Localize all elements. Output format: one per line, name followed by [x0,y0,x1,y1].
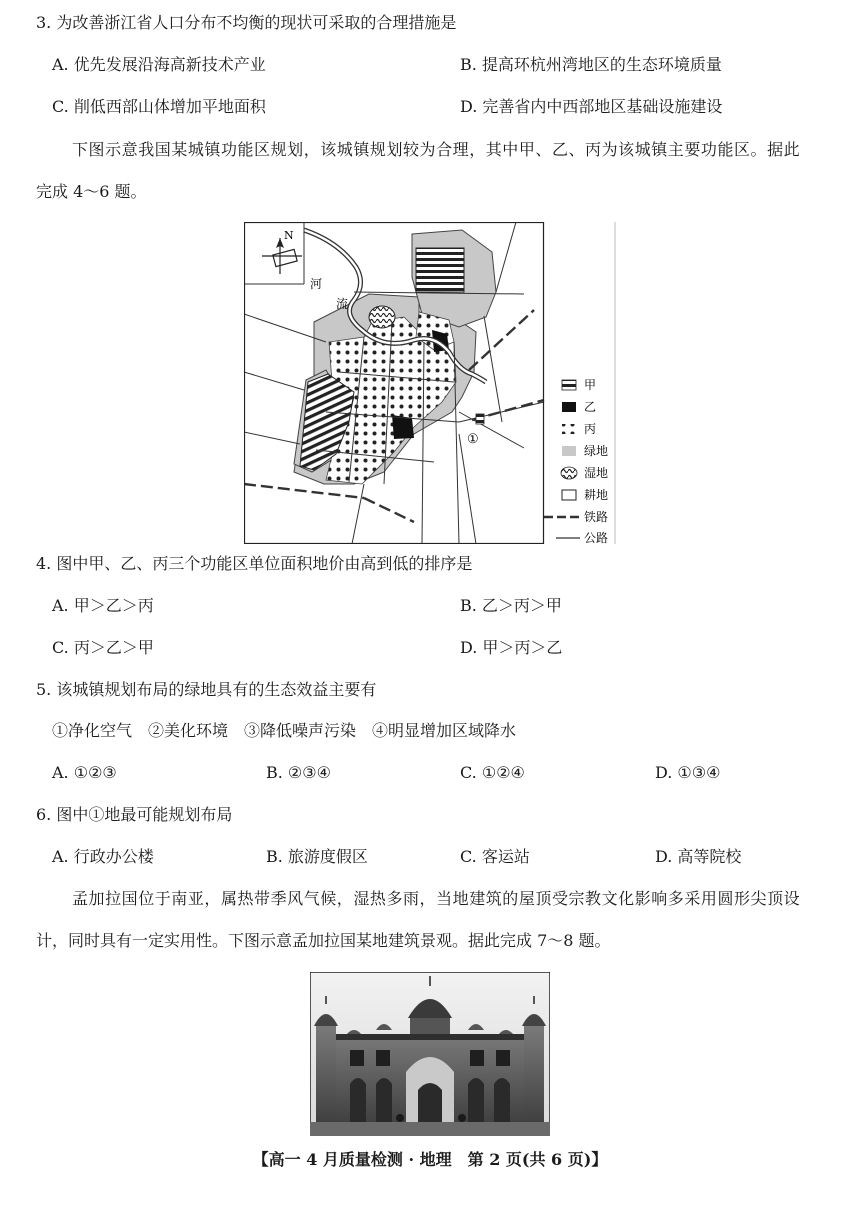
q5-option-a: A. ①②③ [52,763,117,782]
q6-option-a: A. 行政办公楼 [52,847,154,866]
bangladesh-building-photo [310,972,550,1136]
q5-items: ①净化空气 ②美化环境 ③降低噪声污染 ④明显增加区域降水 [52,721,517,740]
q4-option-c: C. 丙＞乙＞甲 [52,638,154,657]
q3-option-c: C. 削低西部山体增加平地面积 [52,97,266,116]
q5-option-d: D. ①③④ [655,763,721,782]
q4-stem: 4. 图中甲、乙、丙三个功能区单位面积地价由高到低的排序是 [36,554,473,573]
town-planning-map [244,222,616,544]
q4-option-b: B. 乙＞丙＞甲 [460,596,562,615]
q3-stem: 3. 为改善浙江省人口分布不均衡的现状可采取的合理措施是 [36,13,457,32]
q6-stem: 6. 图中①地最可能规划布局 [36,805,233,824]
q3-option-a: A. 优先发展沿海高新技术产业 [52,55,266,74]
town-planning-map-svg [244,222,616,544]
q5-option-c: C. ①②④ [460,763,525,782]
building-photo-svg [310,972,550,1136]
legend-label-wetland: 湿地 [584,466,609,480]
q3-option-b: B. 提高环杭州湾地区的生态环境质量 [460,55,722,74]
intro-4-6-line1: 下图示意我国某城镇功能区规划，该城镇规划较为合理，其中甲、乙、丙为该城镇主要功能区。据此 [72,140,801,159]
intro-7-8-line1: 孟加拉国位于南亚，属热带季风气候，湿热多雨，当地建筑的屋顶受宗教文化影响多采用圆形尖顶设 [72,889,801,908]
q4-option-a: A. 甲＞乙＞丙 [52,596,154,615]
page-footer: 【高一 4 月质量检测 · 地理 第 2 页(共 6 页)】 [252,1150,608,1169]
river-label-2: 流 [336,297,349,311]
intro-7-8-line2: 计，同时具有一定实用性。下图示意孟加拉国某地建筑景观。据此完成 7～8 题。 [36,931,611,950]
legend-label-yi: 乙 [584,400,597,414]
legend-label-railway: 铁路 [584,510,609,524]
q6-option-c: C. 客运站 [460,847,530,866]
q6-option-d: D. 高等院校 [655,847,742,866]
q6-option-b: B. 旅游度假区 [266,847,368,866]
q3-option-d: D. 完善省内中西部地区基础设施建设 [460,97,723,116]
intro-4-6-line2: 完成 4～6 题。 [36,182,147,201]
compass-north-label: N [284,229,294,242]
q4-option-d: D. 甲＞丙＞乙 [460,638,563,657]
legend-label-farmland: 耕地 [584,488,609,502]
legend-label-bing: 丙 [584,422,597,436]
q5-option-b: B. ②③④ [266,763,331,782]
legend-label-road: 公路 [584,531,609,544]
river-label-1: 河 [310,277,323,291]
q5-stem: 5. 该城镇规划布局的绿地具有的生态效益主要有 [36,680,377,699]
legend-label-green: 绿地 [584,444,609,458]
legend-label-jia: 甲 [584,378,597,392]
marker-1-label: ① [467,432,479,447]
